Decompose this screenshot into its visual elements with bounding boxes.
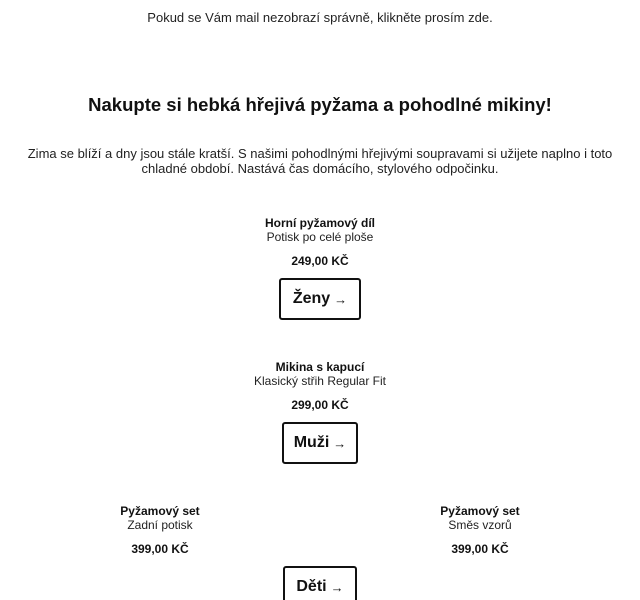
product-card-pajama-set-mixed[interactable] (380, 504, 580, 556)
product-description: Směs vzorů (448, 518, 512, 532)
product-price: 399,00 KČ (131, 542, 189, 556)
product-name: Horní pyžamový díl (264, 216, 376, 230)
product-name: Pyžamový set (120, 504, 200, 518)
product-description: Zadní potisk (127, 518, 193, 532)
button-label: Muži (293, 434, 330, 451)
intro-text: Zima se blíží a dny jsou stále kratší. S našimi pohodlnými hřejivými soupravami si užijete naplno i toto chladné období. Nastává čas domácího, stylového odpočinku. (27, 146, 613, 176)
product-price: 299,00 KČ (291, 398, 349, 412)
arrow-right-icon: → (330, 579, 344, 595)
product-card-pajama-top[interactable] (200, 216, 440, 268)
kids-button[interactable] (283, 566, 357, 600)
men-button[interactable] (282, 422, 358, 464)
product-price: 249,00 KČ (291, 254, 349, 268)
product-card-hoodie[interactable] (200, 360, 440, 412)
product-name: Mikina s kapucí (275, 360, 365, 374)
product-price: 399,00 KČ (451, 542, 509, 556)
button-label: Ženy (292, 290, 331, 307)
arrow-right-icon: → (333, 435, 347, 451)
women-button[interactable] (279, 278, 361, 320)
product-description: Potisk po celé ploše (266, 230, 374, 244)
headline: Nakupte si hebká hřejivá pyžama a pohodlné mikiny! (88, 94, 552, 115)
product-name: Pyžamový set (440, 504, 520, 518)
product-card-pajama-set-back-print[interactable] (60, 504, 260, 556)
arrow-right-icon: → (334, 291, 348, 307)
product-description: Klasický střih Regular Fit (253, 374, 387, 388)
button-label: Děti (296, 578, 327, 595)
preheader-link[interactable]: Pokud se Vám mail nezobrazí správně, klikněte prosím zde. (147, 10, 493, 25)
